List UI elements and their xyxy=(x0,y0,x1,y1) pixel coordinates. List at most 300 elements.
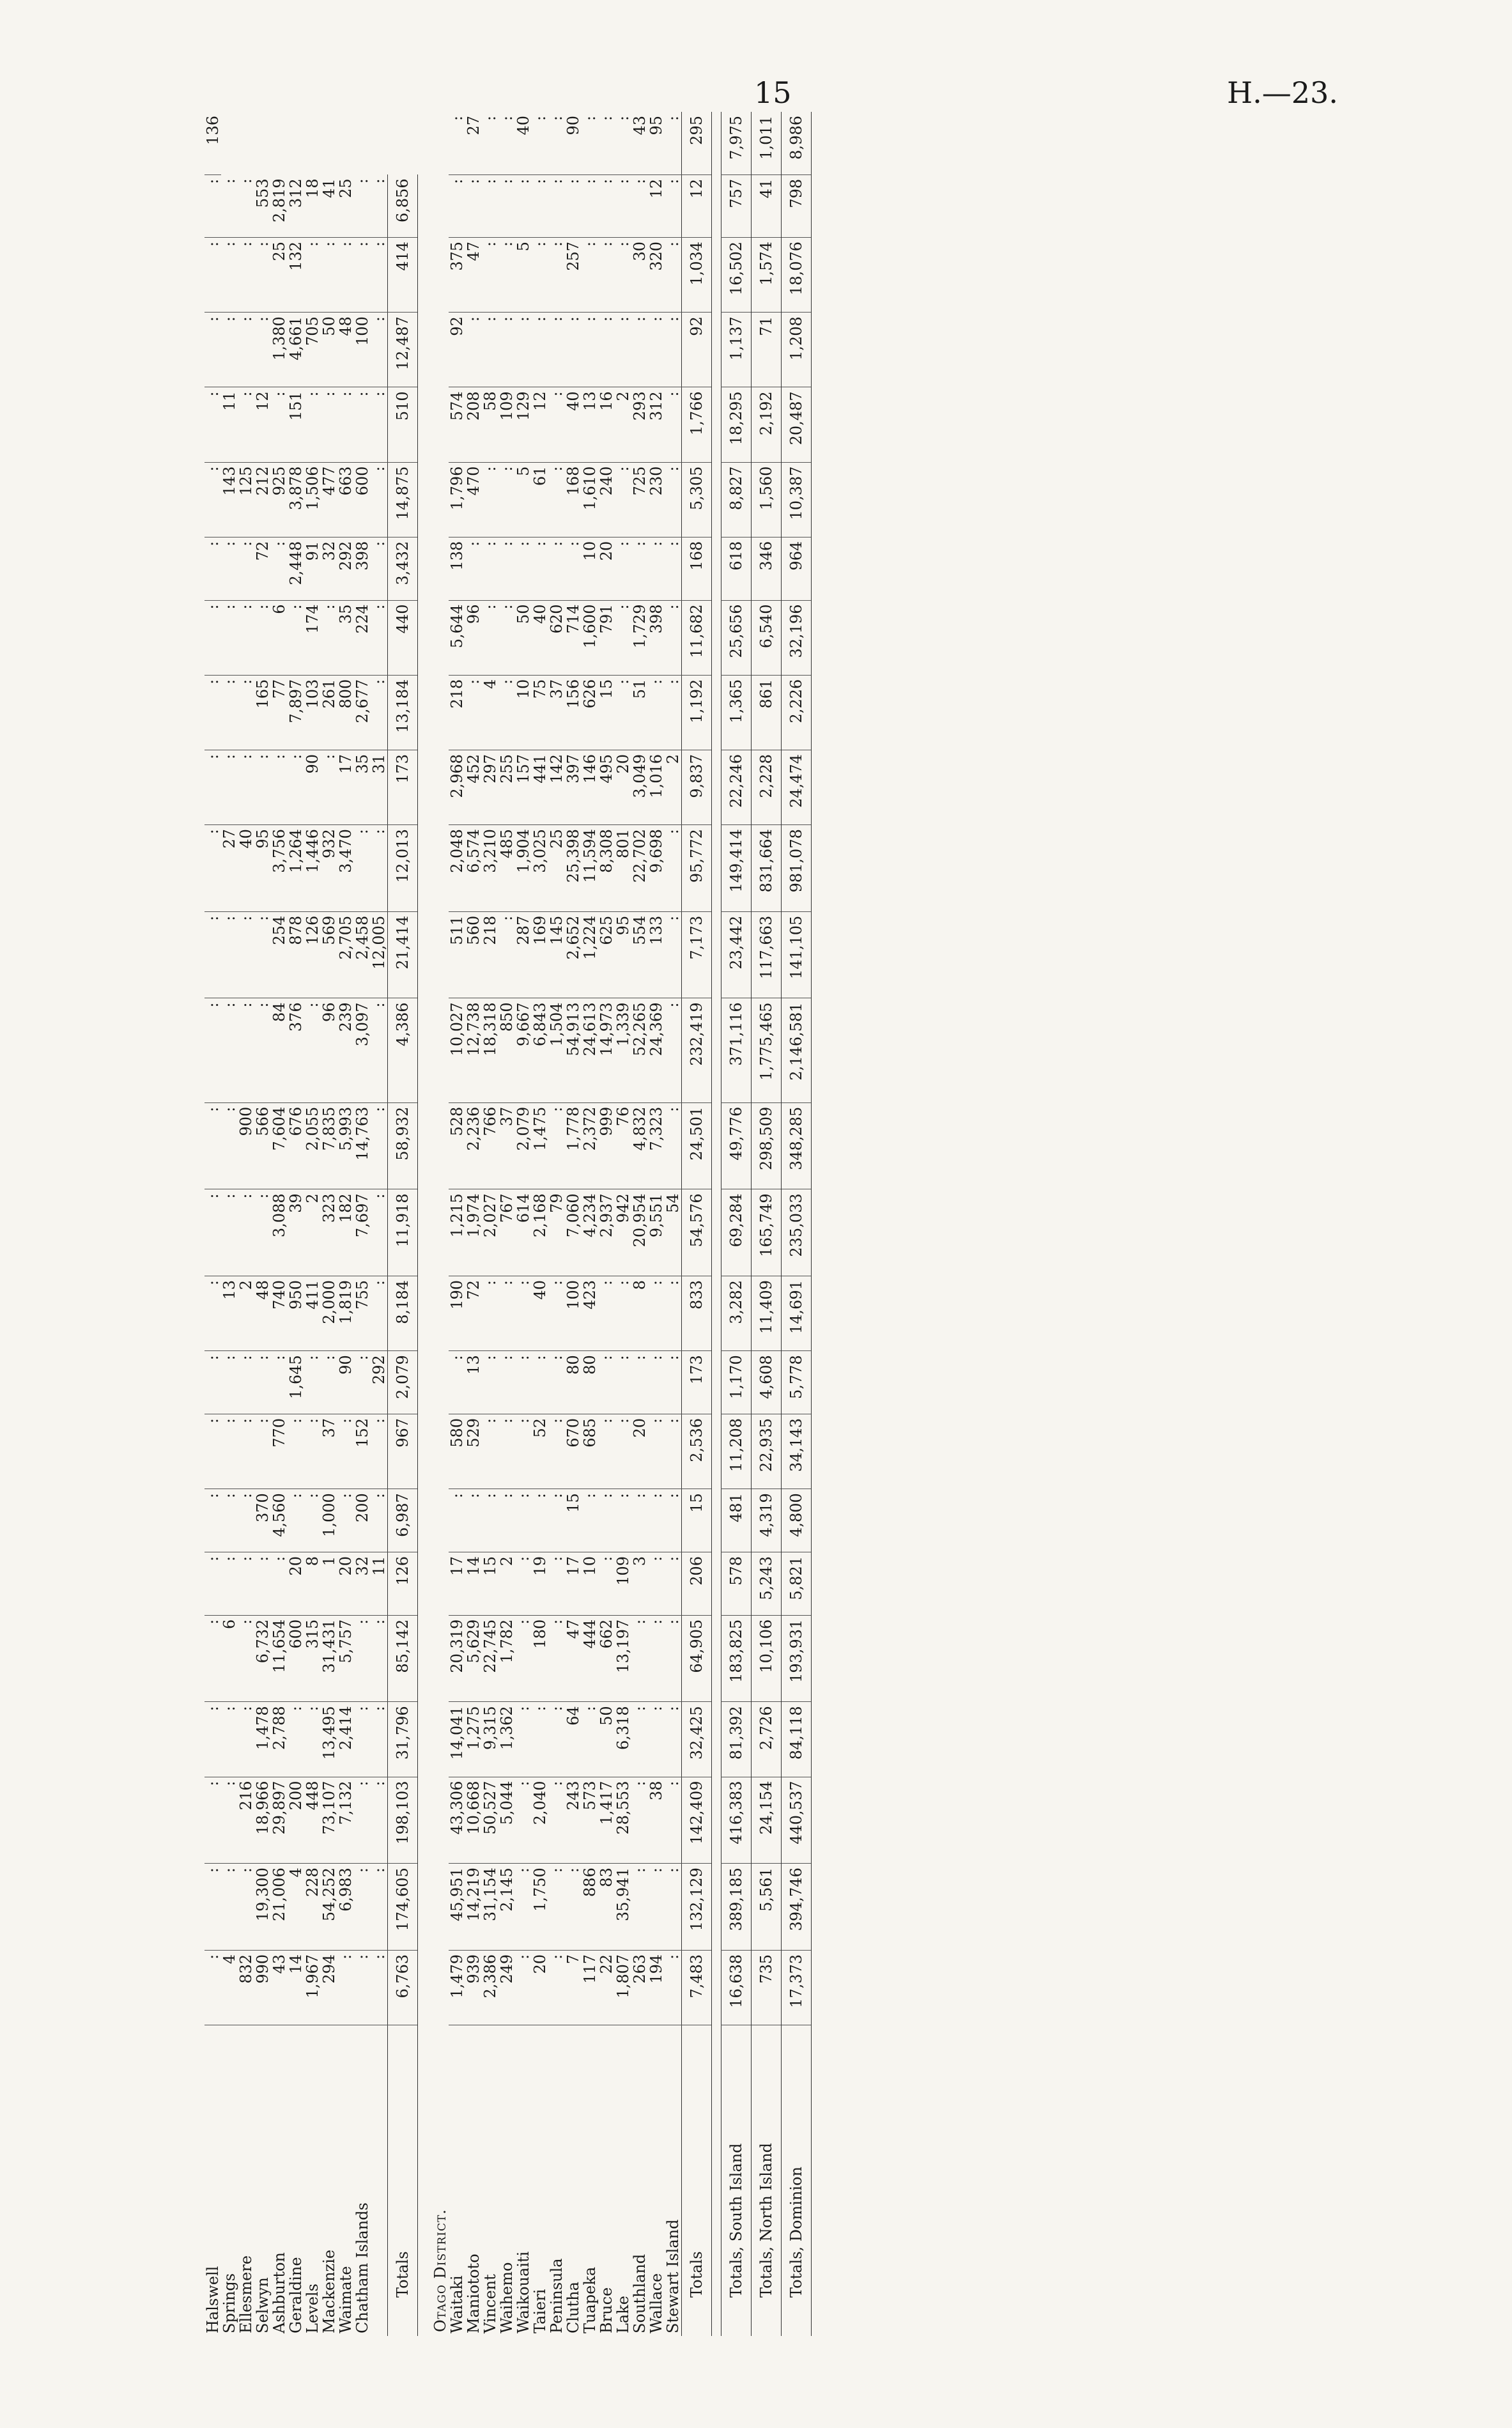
table-row xyxy=(665,112,682,2336)
table-cell: 133 xyxy=(648,911,665,998)
table-cell: : xyxy=(498,1414,515,1489)
table-cell: 16,502 xyxy=(721,237,752,312)
table-cell: : xyxy=(582,313,598,387)
table-cell: : xyxy=(598,116,615,121)
table-cell: 580 xyxy=(449,1414,465,1489)
table-cell: 371,116 xyxy=(721,998,752,1102)
table-cell: 79 xyxy=(548,1189,565,1276)
table-cell: 31,154 xyxy=(482,1864,498,1951)
table-row xyxy=(548,112,565,2336)
table-cell: 312 xyxy=(287,178,305,208)
table-cell: 75 xyxy=(532,675,548,750)
table-cell: : xyxy=(548,537,565,600)
table-cell: : xyxy=(254,750,271,824)
table-cell: 1,782 xyxy=(498,1615,515,1702)
table-cell: : xyxy=(449,1351,465,1414)
table-cell: : xyxy=(204,998,221,1102)
table-cell: : xyxy=(254,1414,271,1489)
table-cell: 12 xyxy=(532,387,548,462)
totals-row xyxy=(782,112,812,2336)
table-cell: 12 xyxy=(682,174,712,237)
row-label: Springs xyxy=(221,2025,238,2337)
table-cell: 31 xyxy=(371,750,388,824)
table-cell: : xyxy=(271,537,288,600)
rotated-statistics-table xyxy=(204,112,1035,2336)
table-cell: 6,574 xyxy=(465,825,482,912)
table-cell: 714 xyxy=(565,600,582,675)
table-cell: 83 xyxy=(598,1864,615,1951)
table-cell: 7,323 xyxy=(648,1102,665,1189)
table-cell: : xyxy=(221,1702,238,1777)
table-cell: 14 xyxy=(288,1950,304,2025)
table-cell: : xyxy=(371,1864,388,1951)
table-cell: : xyxy=(548,1414,565,1489)
table-cell: : xyxy=(221,998,238,1102)
table-cell: 18,076 xyxy=(782,237,812,312)
table-cell: 216 xyxy=(238,1777,254,1864)
table-cell: 2,705 xyxy=(337,911,354,998)
table-cell: 208 xyxy=(465,387,482,462)
table-cell: : xyxy=(271,387,288,462)
table-cell: 91 xyxy=(304,537,321,600)
table-cell: 6 xyxy=(221,1615,238,1702)
table-cell: : xyxy=(221,911,238,998)
table-cell: 11,409 xyxy=(752,1276,782,1351)
table-cell: : xyxy=(204,1950,221,2025)
table-cell: 193,931 xyxy=(782,1615,812,1702)
table-cell: : xyxy=(204,675,221,750)
table-cell: : xyxy=(221,313,238,387)
row-label: Waihemo xyxy=(498,2025,515,2337)
table-cell: 20,954 xyxy=(631,1189,648,1276)
table-cell: : xyxy=(615,1351,631,1414)
table-cell: : xyxy=(498,237,515,312)
table-cell: 685 xyxy=(582,1414,598,1489)
table-cell: 600 xyxy=(354,462,371,537)
table-cell: 1,750 xyxy=(532,1864,548,1951)
table-cell: 2 xyxy=(238,1276,254,1351)
table-cell: : xyxy=(665,1950,682,2025)
table-cell: : xyxy=(548,1702,565,1777)
table-cell: : xyxy=(498,1489,515,1552)
table-cell: 7,173 xyxy=(682,911,712,998)
table-cell: 80 xyxy=(582,1351,598,1414)
table-cell: 614 xyxy=(515,1189,532,1276)
table-cell: 2,027 xyxy=(482,1189,498,1276)
table-cell: : xyxy=(515,537,532,600)
table-cell: 740 xyxy=(271,1276,288,1351)
table-cell: 12,487 xyxy=(388,313,418,387)
table-cell: 292 xyxy=(337,537,354,600)
row-label xyxy=(371,2025,388,2337)
table-cell: 3,025 xyxy=(532,825,548,912)
table-cell: 735 xyxy=(752,1950,782,2025)
table-cell: 13,495 xyxy=(321,1702,337,1777)
table-cell: 448 xyxy=(304,1777,321,1864)
table-cell: 11,594 xyxy=(582,825,598,912)
table-cell: : xyxy=(665,675,682,750)
table-cell: : xyxy=(565,313,582,387)
table-cell: 1,192 xyxy=(682,675,712,750)
table-cell: : xyxy=(548,116,566,121)
table-cell: 1,807 xyxy=(615,1950,631,2025)
table-cell: 528 xyxy=(449,1102,465,1189)
table-cell: 4,800 xyxy=(782,1489,812,1552)
table-cell: : xyxy=(238,237,254,312)
table-cell: 320 xyxy=(648,237,665,312)
table-cell: : xyxy=(631,174,648,237)
table-cell: 11,208 xyxy=(721,1414,752,1489)
table-cell: : xyxy=(221,1414,238,1489)
table-cell: 3,097 xyxy=(354,998,371,1102)
table-cell: : xyxy=(337,237,354,312)
table-cell: 11,918 xyxy=(388,1189,418,1276)
row-label: Tuapeka xyxy=(582,2025,598,2337)
table-cell: 861 xyxy=(752,675,782,750)
table-cell: 232,419 xyxy=(682,998,712,1102)
table-row xyxy=(598,112,615,2336)
row-label: Totals, Dominion xyxy=(782,2025,812,2337)
table-cell: : xyxy=(238,911,254,998)
table-cell: : xyxy=(548,1489,565,1552)
table-cell: 11,654 xyxy=(271,1615,288,1702)
row-label: Totals xyxy=(388,2025,418,2337)
table-cell: : xyxy=(204,1702,221,1777)
table-cell: 1,362 xyxy=(498,1702,515,1777)
table-cell: 1,819 xyxy=(337,1276,354,1351)
table-cell: 4 xyxy=(482,675,498,750)
stock-returns-table xyxy=(204,112,812,2336)
table-cell: : xyxy=(238,537,254,600)
row-label: Lake xyxy=(615,2025,631,2337)
table-cell: 25,398 xyxy=(565,825,582,912)
table-cell: : xyxy=(532,1489,548,1552)
table-cell: 24,474 xyxy=(782,750,812,824)
table-cell: 1,645 xyxy=(288,1351,304,1414)
table-cell: 51 xyxy=(631,675,648,750)
row-label: Chatham Islands xyxy=(354,2025,371,2337)
table-cell: 394,746 xyxy=(782,1864,812,1951)
table-cell: 18 xyxy=(304,178,321,198)
table-cell: 2,448 xyxy=(288,537,304,600)
table-cell: : xyxy=(321,750,337,824)
table-cell: 553 xyxy=(254,178,272,208)
table-cell: : xyxy=(337,387,354,462)
table-cell: 348,285 xyxy=(782,1102,812,1189)
table-cell: : xyxy=(482,1414,498,1489)
table-cell: 1 xyxy=(321,1552,337,1615)
table-cell: 297 xyxy=(482,750,498,824)
table-cell: 554 xyxy=(631,911,648,998)
table-cell: 2,726 xyxy=(752,1702,782,1777)
table-cell: : xyxy=(221,675,238,750)
table-cell: 18,966 xyxy=(254,1777,271,1864)
table-cell: 3,282 xyxy=(721,1276,752,1351)
table-cell: : xyxy=(498,116,516,121)
row-label: Waitaki xyxy=(449,2025,465,2337)
table-cell: : xyxy=(665,174,682,237)
table-cell: 117,663 xyxy=(752,911,782,998)
table-cell: 1,574 xyxy=(752,237,782,312)
table-cell: : xyxy=(515,1276,532,1351)
table-cell: 9,837 xyxy=(682,750,712,824)
table-cell: : xyxy=(221,1777,238,1864)
table-row xyxy=(204,112,221,2336)
table-row xyxy=(532,112,548,2336)
table-cell: : xyxy=(371,998,388,1102)
table-cell: : xyxy=(204,1777,221,1864)
table-cell: 20,319 xyxy=(449,1615,465,1702)
table-cell: : xyxy=(482,1276,498,1351)
totals-row xyxy=(682,112,712,2336)
table-cell: 529 xyxy=(465,1414,482,1489)
table-cell: : xyxy=(220,178,238,184)
table-cell: : xyxy=(204,825,221,912)
table-cell: : xyxy=(498,537,515,600)
table-cell: 249 xyxy=(498,1950,515,2025)
table-cell: 2,055 xyxy=(304,1102,321,1189)
table-cell: 126 xyxy=(388,1552,418,1615)
table-cell: : xyxy=(371,600,388,675)
table-cell: 6,983 xyxy=(337,1864,354,1951)
page-number: 15 xyxy=(754,75,792,110)
table-cell: 2 xyxy=(498,1552,515,1615)
table-cell: 7,897 xyxy=(288,675,304,750)
table-cell: 8,308 xyxy=(598,825,615,912)
table-cell: 76 xyxy=(615,1102,631,1189)
table-cell: : xyxy=(631,1351,648,1414)
table-cell: 132,129 xyxy=(682,1864,712,1951)
table-cell: 3,432 xyxy=(388,537,418,600)
table-cell: : xyxy=(304,1702,321,1777)
table-cell: 41 xyxy=(320,178,338,198)
table-cell: 10 xyxy=(582,1552,598,1615)
table-cell: 152 xyxy=(354,1414,371,1489)
table-cell: : xyxy=(498,174,515,237)
table-cell: : xyxy=(238,313,254,387)
table-cell: 27 xyxy=(221,825,238,912)
table-cell: : xyxy=(665,1102,682,1189)
table-cell: 157 xyxy=(515,750,532,824)
table-cell: 5,778 xyxy=(782,1351,812,1414)
table-cell: 206 xyxy=(682,1552,712,1615)
table-cell: : xyxy=(565,537,582,600)
table-cell: 24,369 xyxy=(648,998,665,1102)
table-cell: : xyxy=(254,1552,271,1615)
table-cell: 511 xyxy=(449,911,465,998)
table-cell: 8,827 xyxy=(721,462,752,537)
table-cell: : xyxy=(354,1777,371,1864)
table-cell: 370 xyxy=(254,1489,271,1552)
table-cell: : xyxy=(631,1489,648,1552)
table-cell: : xyxy=(304,998,321,1102)
table-cell: 798 xyxy=(782,174,812,237)
table-cell: 243 xyxy=(565,1777,582,1864)
table-cell: : xyxy=(665,825,682,912)
table-cell: : xyxy=(565,1864,582,1951)
table-cell: 886 xyxy=(582,1864,598,1951)
table-cell: 578 xyxy=(721,1552,752,1615)
table-cell: : xyxy=(221,1189,238,1276)
table-cell: : xyxy=(254,998,271,1102)
table-cell: : xyxy=(371,313,388,387)
table-cell: : xyxy=(615,174,631,237)
table-cell: 12,005 xyxy=(371,911,388,998)
table-cell: 12,013 xyxy=(388,825,418,912)
table-row xyxy=(615,112,631,2336)
table-cell: : xyxy=(354,1950,371,2025)
table-cell: : xyxy=(353,178,371,184)
table-cell: 755 xyxy=(354,1276,371,1351)
table-cell: : xyxy=(582,237,598,312)
table-cell: 452 xyxy=(465,750,482,824)
table-cell: : xyxy=(354,1864,371,1951)
table-cell: 14,973 xyxy=(598,998,615,1102)
table-cell: 1,775,465 xyxy=(752,998,782,1102)
table-cell: : xyxy=(321,1351,337,1414)
table-cell: 287 xyxy=(515,911,532,998)
table-cell: : xyxy=(204,750,221,824)
table-cell: : xyxy=(304,387,321,462)
table-cell: 831,664 xyxy=(752,825,782,912)
table-cell: : xyxy=(648,1414,665,1489)
table-cell: 126 xyxy=(304,911,321,998)
table-cell: 146 xyxy=(582,750,598,824)
table-cell: 20 xyxy=(631,1414,648,1489)
table-cell: : xyxy=(371,537,388,600)
table-cell: 7,697 xyxy=(354,1189,371,1276)
table-cell: 900 xyxy=(238,1102,254,1189)
table-cell: 1,208 xyxy=(782,313,812,387)
table-cell: 16 xyxy=(598,387,615,462)
table-cell: 64 xyxy=(565,1702,582,1777)
table-cell: : xyxy=(515,313,532,387)
table-cell: : xyxy=(482,237,498,312)
table-cell: 69,284 xyxy=(721,1189,752,1276)
table-cell: 40 xyxy=(532,1276,548,1351)
table-cell: 125 xyxy=(238,462,254,537)
table-cell: 64,905 xyxy=(682,1615,712,1702)
table-cell: 37 xyxy=(321,1414,337,1489)
table-cell: : xyxy=(238,600,254,675)
table-cell: : xyxy=(515,1552,532,1615)
table-cell: : xyxy=(237,178,255,184)
table-cell: 96 xyxy=(465,600,482,675)
table-cell: : xyxy=(238,1489,254,1552)
row-label: Ashburton xyxy=(271,2025,288,2337)
table-cell: 218 xyxy=(449,675,465,750)
table-cell: 9,667 xyxy=(515,998,532,1102)
table-cell: : xyxy=(665,1702,682,1777)
table-cell: 27 xyxy=(465,116,482,135)
table-cell: 481 xyxy=(721,1489,752,1552)
table-cell: 1,034 xyxy=(682,237,712,312)
table-cell: : xyxy=(631,537,648,600)
table-cell: : xyxy=(615,1414,631,1489)
table-cell: : xyxy=(204,1189,221,1276)
table-cell: 1,778 xyxy=(565,1102,582,1189)
table-cell: : xyxy=(515,1414,532,1489)
table-cell: : xyxy=(204,1864,221,1951)
table-cell: : xyxy=(548,462,565,537)
table-cell: 1,475 xyxy=(532,1102,548,1189)
table-cell: 43 xyxy=(631,116,649,135)
row-label: Wallace xyxy=(648,2025,665,2337)
table-cell: 990 xyxy=(254,1950,271,2025)
table-cell: 566 xyxy=(254,1102,271,1189)
table-cell: : xyxy=(615,313,631,387)
table-cell: 3,088 xyxy=(271,1189,288,1276)
table-cell: : xyxy=(238,1615,254,1702)
table-cell: : xyxy=(465,537,482,600)
table-cell: 169 xyxy=(532,911,548,998)
table-cell: 254 xyxy=(271,911,288,998)
table-cell: 173 xyxy=(682,1351,712,1414)
table-cell: 96 xyxy=(321,998,337,1102)
table-cell: : xyxy=(204,911,221,998)
table-cell: 9,551 xyxy=(648,1189,665,1276)
table-cell: : xyxy=(548,1615,565,1702)
table-cell: : xyxy=(664,116,682,121)
table-cell: : xyxy=(515,1702,532,1777)
table-cell: 6,540 xyxy=(752,600,782,675)
table-cell: 346 xyxy=(752,537,782,600)
table-cell: : xyxy=(598,1552,615,1615)
table-cell: 173 xyxy=(388,750,418,824)
table-cell: 95 xyxy=(615,911,631,998)
table-cell: : xyxy=(498,675,515,750)
table-cell: 40 xyxy=(532,600,548,675)
table-cell: 261 xyxy=(321,675,337,750)
table-cell: 90 xyxy=(564,116,582,135)
table-cell: : xyxy=(648,537,665,600)
table-cell: 13,197 xyxy=(615,1615,631,1702)
table-cell: 43 xyxy=(271,1950,288,2025)
table-cell: 194 xyxy=(648,1950,665,2025)
table-cell: : xyxy=(354,1615,371,1702)
table-cell: 34,143 xyxy=(782,1414,812,1489)
table-cell: 411 xyxy=(304,1276,321,1351)
table-cell: : xyxy=(321,237,337,312)
table-cell: : xyxy=(648,1489,665,1552)
totals-row xyxy=(752,112,782,2336)
table-cell: 28,553 xyxy=(615,1777,631,1864)
table-cell: 10 xyxy=(582,537,598,600)
table-cell: 18,295 xyxy=(721,387,752,462)
table-cell: 1,000 xyxy=(321,1489,337,1552)
table-cell: 12 xyxy=(254,387,271,462)
table-cell: : xyxy=(238,1414,254,1489)
table-cell: : xyxy=(548,1950,565,2025)
table-cell: 72 xyxy=(254,537,271,600)
table-cell: : xyxy=(482,174,498,237)
table-cell: : xyxy=(665,1615,682,1702)
table-cell: 228 xyxy=(304,1864,321,1951)
table-cell: 22,745 xyxy=(482,1615,498,1702)
table-cell: : xyxy=(615,1489,631,1552)
table-cell: 14,763 xyxy=(354,1102,371,1189)
table-cell: : xyxy=(648,675,665,750)
table-cell: 35 xyxy=(354,750,371,824)
table-cell: : xyxy=(354,1702,371,1777)
table-cell: 939 xyxy=(465,1950,482,2025)
table-cell: : xyxy=(648,1552,665,1615)
table-cell: 5,993 xyxy=(337,1102,354,1189)
table-cell: : xyxy=(304,1351,321,1414)
table-cell: 1,137 xyxy=(721,313,752,387)
table-cell: 662 xyxy=(598,1615,615,1702)
table-cell: : xyxy=(515,1950,532,2025)
